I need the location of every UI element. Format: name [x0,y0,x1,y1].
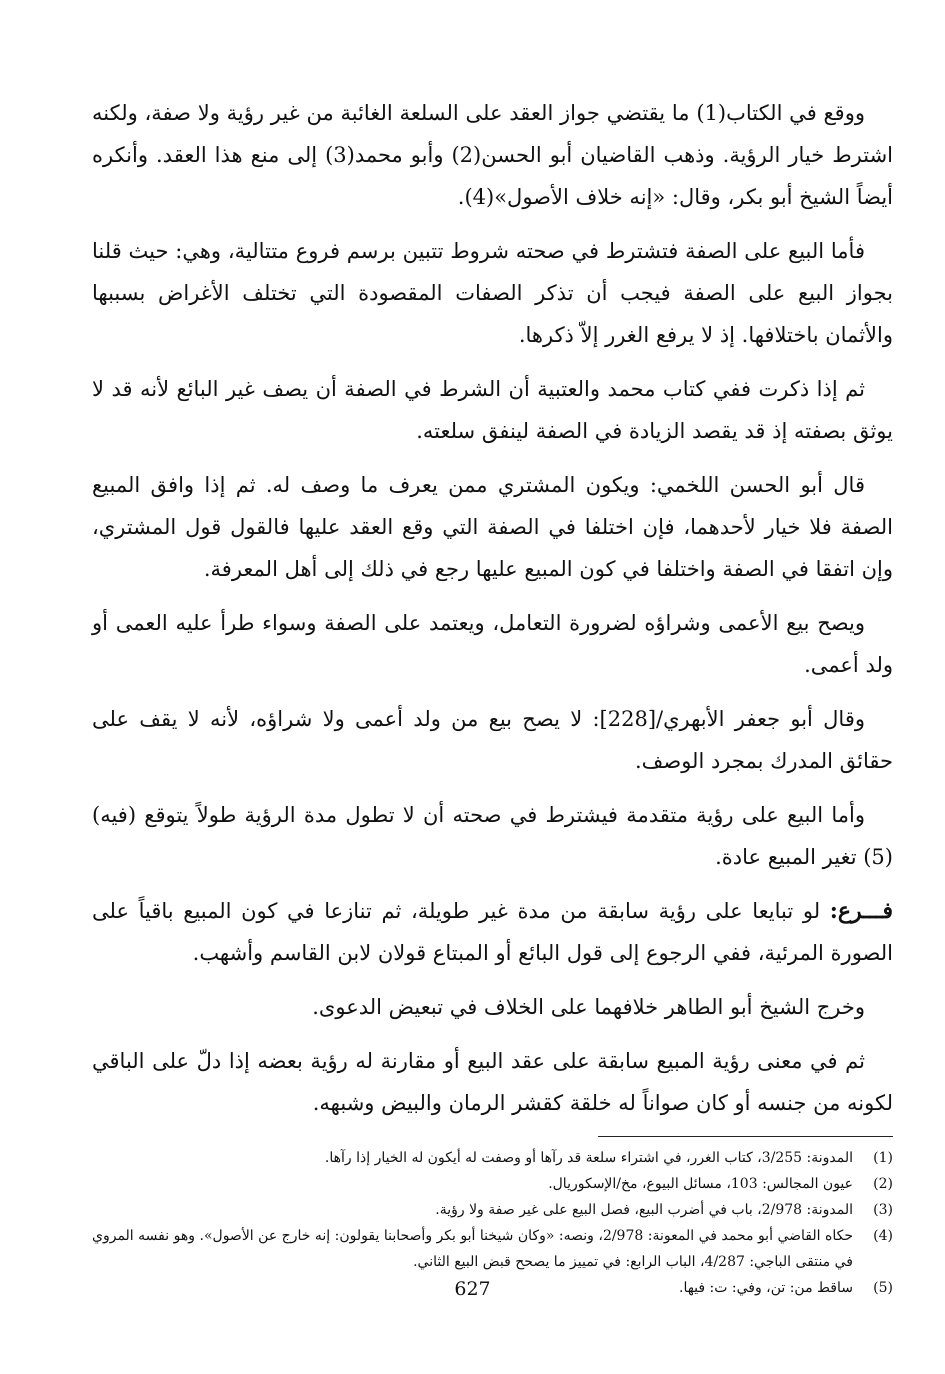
footnote-number: (3) [873,1202,893,1218]
footnote-text: ساقط من: تن، وفي: ت: فيها. [679,1280,853,1296]
far-paragraph [92,890,893,974]
footnote-text: حكاه القاضي أبو محمد في المعونة: 2/978، ونصه: «وكان شيخنا أبو بكر وأصحابنا يقولون: إنه خارج عن الأصول». وهو نفسه المروي في منتقى الباجي: 4/287، الباب الرابع: في تمييز ما يصحح قبض البيع الثاني. [92,1228,853,1270]
paragraph-6: وقال أبو جعفر الأبهري/[228]: لا يصح بيع من ولد أعمى ولا شراؤه، لأنه لا يقف على حقائق المدرك بمجرد الوصف. [92,707,893,773]
footnote-2 [92,1171,893,1197]
paragraph-3: ثم إذا ذكرت ففي كتاب محمد والعتبية أن الشرط في الصفة أن يصف غير البائع لأنه قد لا يوثق بصفته إذ قد يقصد الزيادة في الصفة لينفق سلعته. [92,377,893,443]
paragraph-5: ويصح بيع الأعمى وشراؤه لضرورة التعامل، ويعتمد على الصفة وسواء طرأ عليه العمى أو ولد أعمى. [92,611,893,677]
footnote-text: المدونة: 3/255، كتاب الغرر، في اشتراء سلعة قد رآها أو وصفت له أيكون له الخيار إذا رآها. [324,1150,853,1166]
far-term: فـــرع: [829,898,893,924]
page-number: 627 [454,1278,491,1300]
footnote-number: (1) [873,1150,893,1166]
footnote-text: المدونة: 2/978، باب في أضرب البيع، فصل البيع على غير صفة ولا رؤية. [435,1202,853,1218]
footnote-3 [92,1197,893,1223]
footnote-divider [598,1136,893,1137]
paragraph-2: فأما البيع على الصفة فتشترط في صحته شروط تتبين برسم فروع متتالية، وهي: حيث قلنا بجواز البيع على الصفة فيجب أن تذكر الصفات المقصودة التي تختلف الأغراض بسببها والأثمان باختلافها. إذ لا يرفع الغرر إلاّ ذكرها. [92,239,893,347]
footnote-1 [92,1145,893,1171]
footnote-number: (4) [873,1228,893,1244]
paragraph-8: وخرج الشيخ أبو الطاهر خلافهما على الخلاف في تبعيض الدعوى. [312,995,865,1019]
paragraph-7: وأما البيع على رؤية متقدمة فيشترط في صحته أن لا تطول مدة الرؤية طولاً يتوقع (فيه)(5) تغير المبيع عادة. [92,803,893,869]
far-text: لو تبايعا على رؤية سابقة من مدة غير طويلة، ثم تنازعا في كون المبيع باقياً على الصورة المرئية، ففي الرجوع إلى قول البائع أو المبتاع قولان لابن القاسم وأشهب. [92,899,893,965]
footnote-number: (2) [873,1176,893,1192]
footnote-4 [92,1223,893,1275]
paragraph-4: قال أبو الحسن اللخمي: ويكون المشتري ممن يعرف ما وصف له. ثم إذا وافق المبيع الصفة فلا خيار لأحدهما، فإن اختلفا في الصفة التي وقع العقد عليها فالقول قول المشتري، وإن اتفقا في الصفة واختلفا في كون المبيع عليها رجع في ذلك إلى أهل المعرفة. [92,473,893,581]
main-text [92,92,893,1124]
paragraph-1: ووقع في الكتاب(1) ما يقتضي جواز العقد على السلعة الغائبة من غير رؤية ولا صفة، ولكنه اشترط خيار الرؤية. وذهب القاضيان أبو الحسن(2) وأبو محمد(3) إلى منع هذا العقد. وأنكره أيضاً الشيخ أبو بكر، وقال: «إنه خلاف الأصول»(4). [92,101,893,209]
paragraph-9: ثم في معنى رؤية المبيع سابقة على عقد البيع أو مقارنة له رؤية بعضه إذا دلّ على الباقي لكونه من جنسه أو كان صواناً له خلقة كقشر الرمان والبيض وشبهه. [92,1049,893,1115]
footnote-number: (5) [873,1280,893,1296]
footnote-text: عيون المجالس: 103، مسائل البيوع، مخ/الإسكوريال. [548,1176,853,1192]
